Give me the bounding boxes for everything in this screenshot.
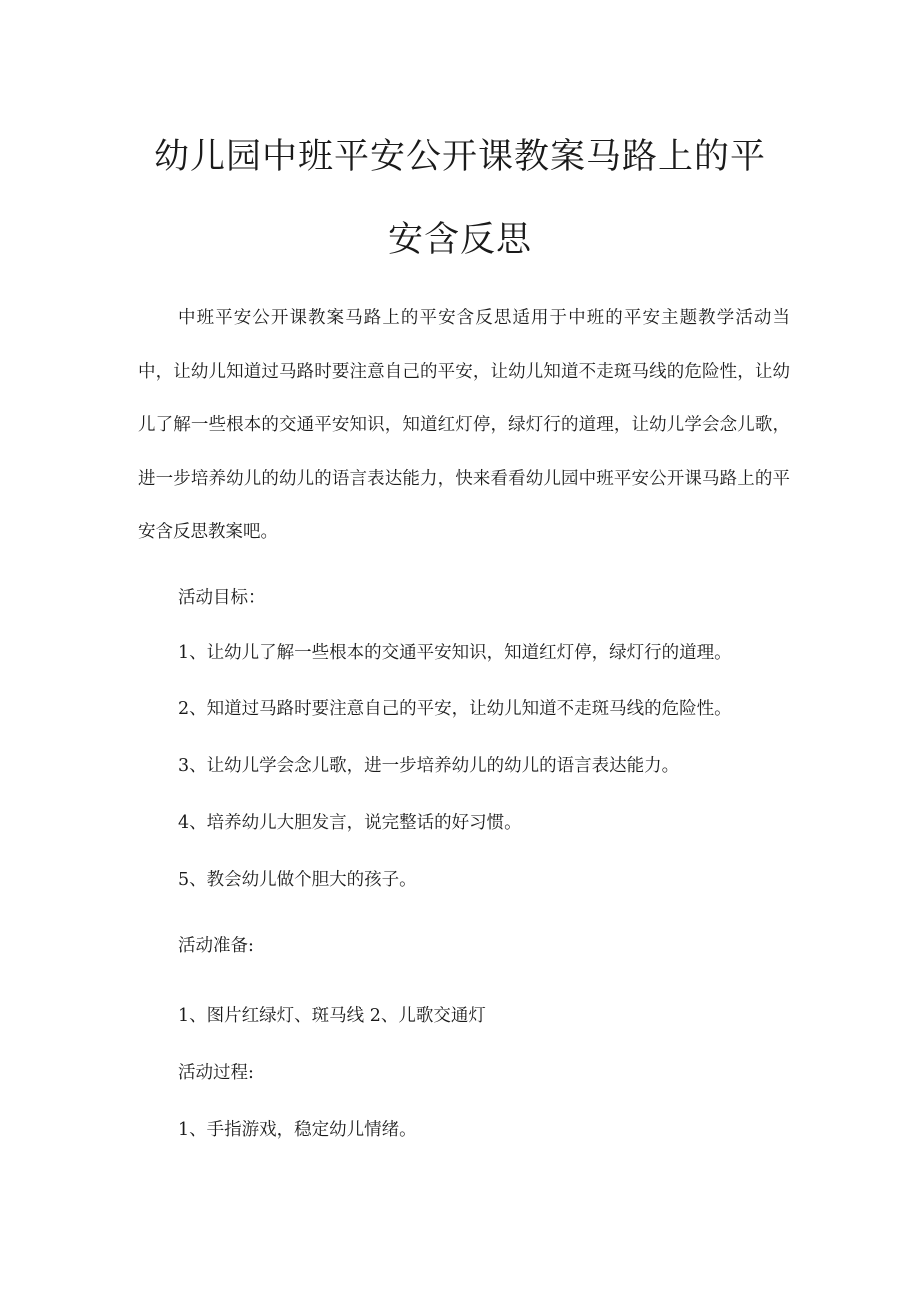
goals-heading: 活动目标：	[178, 588, 266, 608]
process-heading: 活动过程:	[178, 1063, 254, 1083]
prep-item: 1、图片红绿灯、斑马线 2、儿歌交通灯	[178, 1006, 486, 1026]
document-title-line-1: 幼儿园中班平安公开课教案马路上的平	[153, 137, 766, 177]
goal-item-5: 5、教会幼儿做个胆大的孩子。	[178, 870, 417, 890]
process-item-1: 1、手指游戏，稳定幼儿情绪。	[178, 1120, 417, 1140]
prep-heading: 活动准备:	[178, 936, 254, 956]
document-title-line-2: 安含反思	[387, 220, 532, 260]
goal-item-3: 3、让幼儿学会念儿歌，进一步培养幼儿的幼儿的语言表达能力。	[178, 756, 680, 776]
goal-item-4: 4、培养幼儿大胆发言，说完整话的好习惯。	[178, 813, 522, 833]
goal-item-2: 2、知道过马路时要注意自己的平安，让幼儿知道不走斑马线的危险性。	[178, 699, 732, 719]
goal-item-1: 1、让幼儿了解一些根本的交通平安知识，知道红灯停，绿灯行的道理。	[178, 643, 732, 663]
intro-paragraph: 中班平安公开课教案马路上的平安含反思适用于中班的平安主题教学活动当中，让幼儿知道过马路时要注意自己的平安，让幼儿知道不走斑马线的危险性，让幼儿了解一些根本的交通平安知识，知道红灯停，绿灯行的道理，让幼儿学会念儿歌，进一步培养幼儿的幼儿的语言表达能力，快来看看幼儿园中班平安公开课马路上的平安含反思教案吧。	[138, 308, 790, 542]
